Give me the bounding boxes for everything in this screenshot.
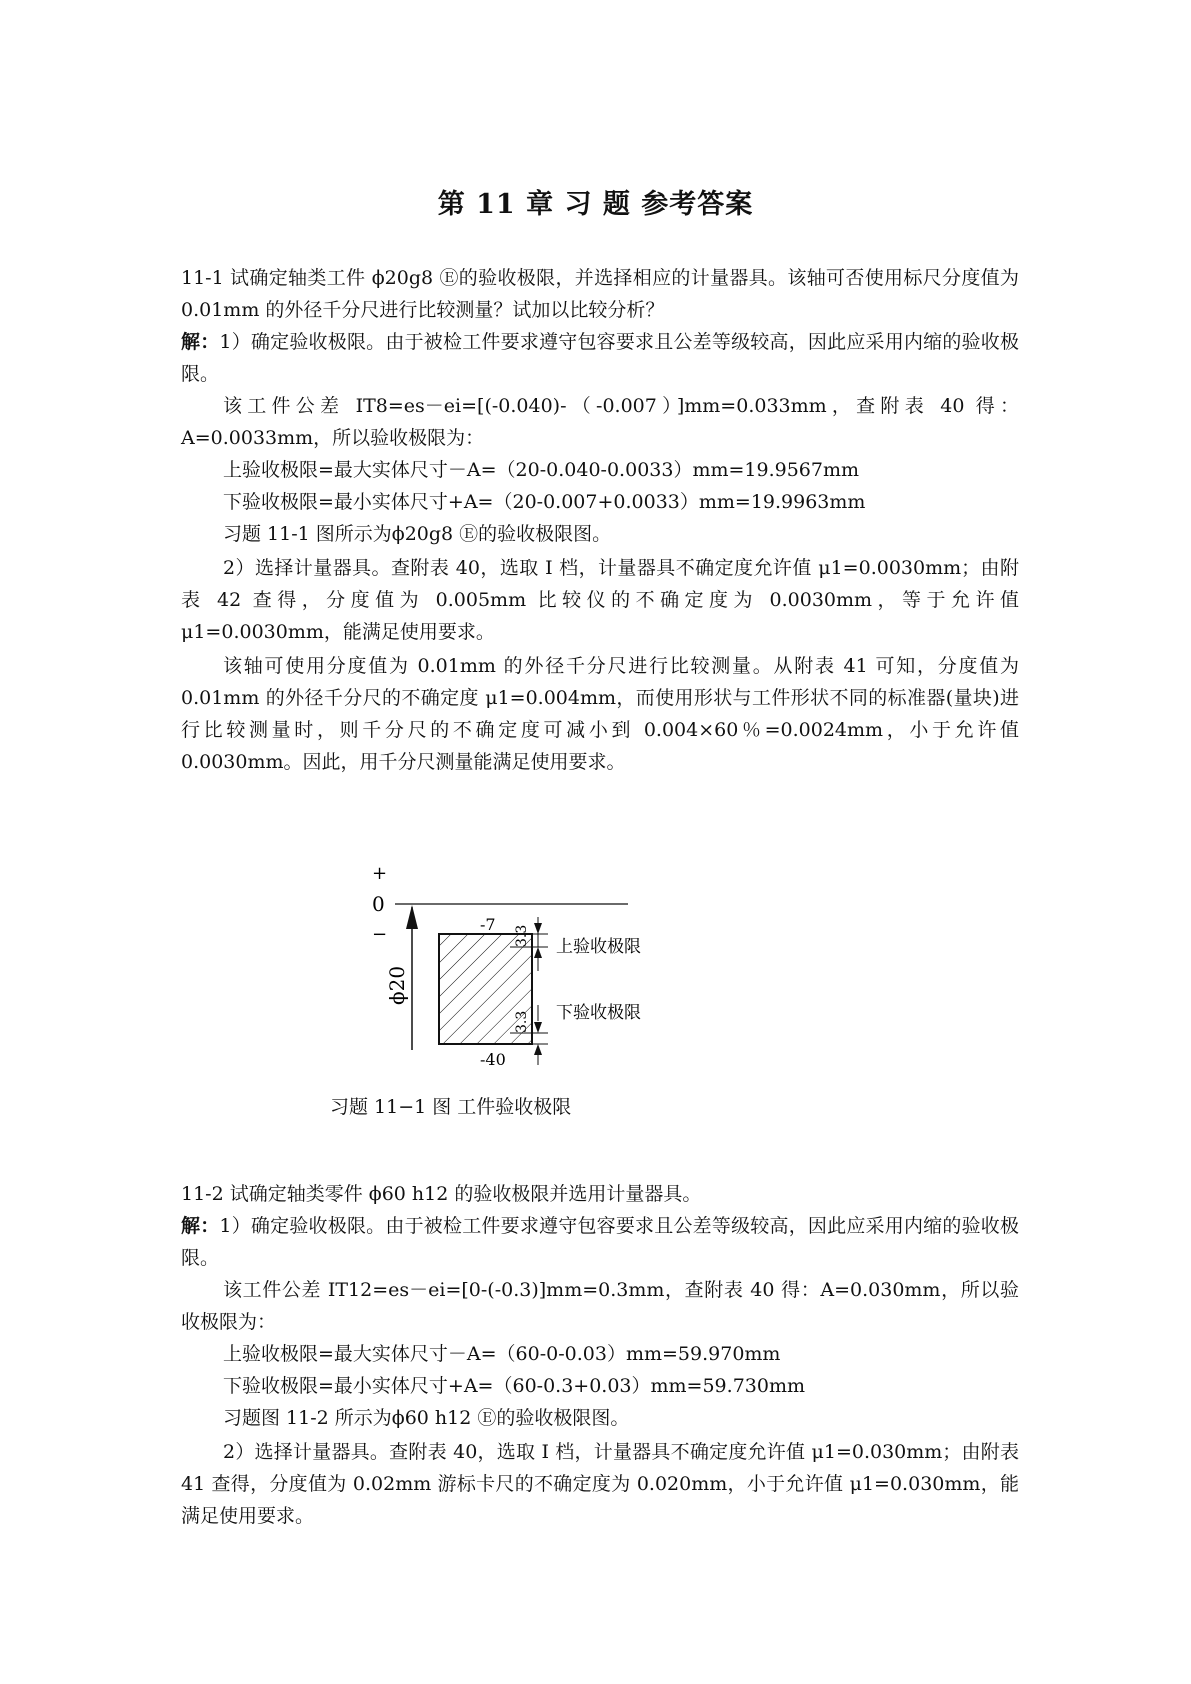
upper-limit-11-1: 上验收极限=最大实体尺寸－A=（20-0.040-0.0033）mm=19.9567mm	[223, 459, 860, 481]
minus-sign: −	[372, 924, 388, 945]
zero-line-label: 0	[372, 892, 385, 916]
solution-11-2-step1	[181, 1210, 1019, 1274]
solution-label: 解：	[181, 1215, 220, 1237]
page-title: 第 11 章 习 题 参考答案	[437, 189, 754, 220]
lower-limit-11-2: 下验收极限=最小实体尺寸+A=（60-0.3+0.03）mm=59.730mm	[223, 1375, 805, 1397]
basic-size-label: ϕ20	[385, 965, 409, 1005]
solution-text: 1）确定验收极限。由于被检工件要求遵守包容要求且公差等级较高，因此应采用内缩的验收极限。	[181, 331, 1019, 385]
upper-limit-11-2: 上验收极限=最大实体尺寸－A=（60-0-0.03）mm=59.970mm	[223, 1343, 781, 1365]
solution-text: 1）确定验收极限。由于被检工件要求遵守包容要求且公差等级较高，因此应采用内缩的验收极限。	[181, 1215, 1019, 1269]
question-11-1: 11-1 试确定轴类工件 ϕ20g8 Ⓔ的验收极限，并选择相应的计量器具。该轴可否使用标尺分度值为 0.01mm 的外径千分尺进行比较测量？试加以比较分析？	[181, 267, 1019, 321]
figure-reference-11-2: 习题图 11-2 所示为ϕ60 h12 Ⓔ的验收极限图。	[223, 1407, 630, 1429]
figure-reference-11-1: 习题 11-1 图所示为ϕ20g8 Ⓔ的验收极限图。	[223, 523, 612, 545]
lower-deviation-label: -40	[480, 1050, 506, 1065]
solution-11-1-step1	[181, 326, 1019, 390]
upper-deviation-label: -7	[480, 915, 496, 934]
tolerance-11-1: 该工件公差 IT8=es－ei=[(-0.040)-（-0.007）]mm=0.033mm，查附表 40 得：A=0.0033mm，所以验收极限为：	[181, 395, 1019, 449]
lower-acceptance-label: 下验收极限	[556, 1003, 641, 1023]
lower-limit-11-1: 下验收极限=最小实体尺寸+A=（20-0.007+0.0033）mm=19.9963mm	[223, 491, 866, 513]
micrometer-analysis-11-1: 该轴可使用分度值为 0.01mm 的外径千分尺进行比较测量。从附表 41 可知，分度值为 0.01mm 的外径千分尺的不确定度 μ1=0.004mm，而使用形状与工件形状不同的标准器(量块)进行比较测量时，则千分尺的不确定度可减小到 0.004×60％=0.0024mm，小于允许值 0.0030mm。因此，用千分尺测量能满足使用要求。	[181, 655, 1019, 773]
acceptance-limit-diagram	[360, 855, 680, 1065]
plus-sign: +	[372, 863, 388, 884]
solution-label: 解：	[181, 331, 220, 353]
figure-caption: 习题 11−1 图 工件验收极限	[330, 1096, 572, 1118]
bottom-dim-value: 3.3	[514, 1010, 530, 1033]
upper-acceptance-label: 上验收极限	[556, 937, 641, 957]
top-dim-value: 3.3	[514, 924, 530, 947]
instrument-selection-11-1: 2）选择计量器具。查附表 40，选取 I 档，计量器具不确定度允许值 μ1=0.0030mm；由附表 42 查得，分度值为 0.005mm 比较仪的不确定度为 0.0030mm，等于允许值 μ1=0.0030mm，能满足使用要求。	[181, 557, 1019, 643]
instrument-selection-11-2: 2）选择计量器具。查附表 40，选取 I 档，计量器具不确定度允许值 μ1=0.030mm；由附表 41 查得，分度值为 0.02mm 游标卡尺的不确定度为 0.020mm，小于允许值 μ1=0.030mm，能满足使用要求。	[181, 1441, 1019, 1527]
question-11-2: 11-2 试确定轴类零件 ϕ60 h12 的验收极限并选用计量器具。	[181, 1183, 702, 1205]
basic-size-arrowhead	[406, 905, 418, 929]
tolerance-11-2: 该工件公差 IT12=es－ei=[0-(-0.3)]mm=0.3mm，查附表 40 得：A=0.030mm，所以验收极限为：	[181, 1279, 1019, 1333]
